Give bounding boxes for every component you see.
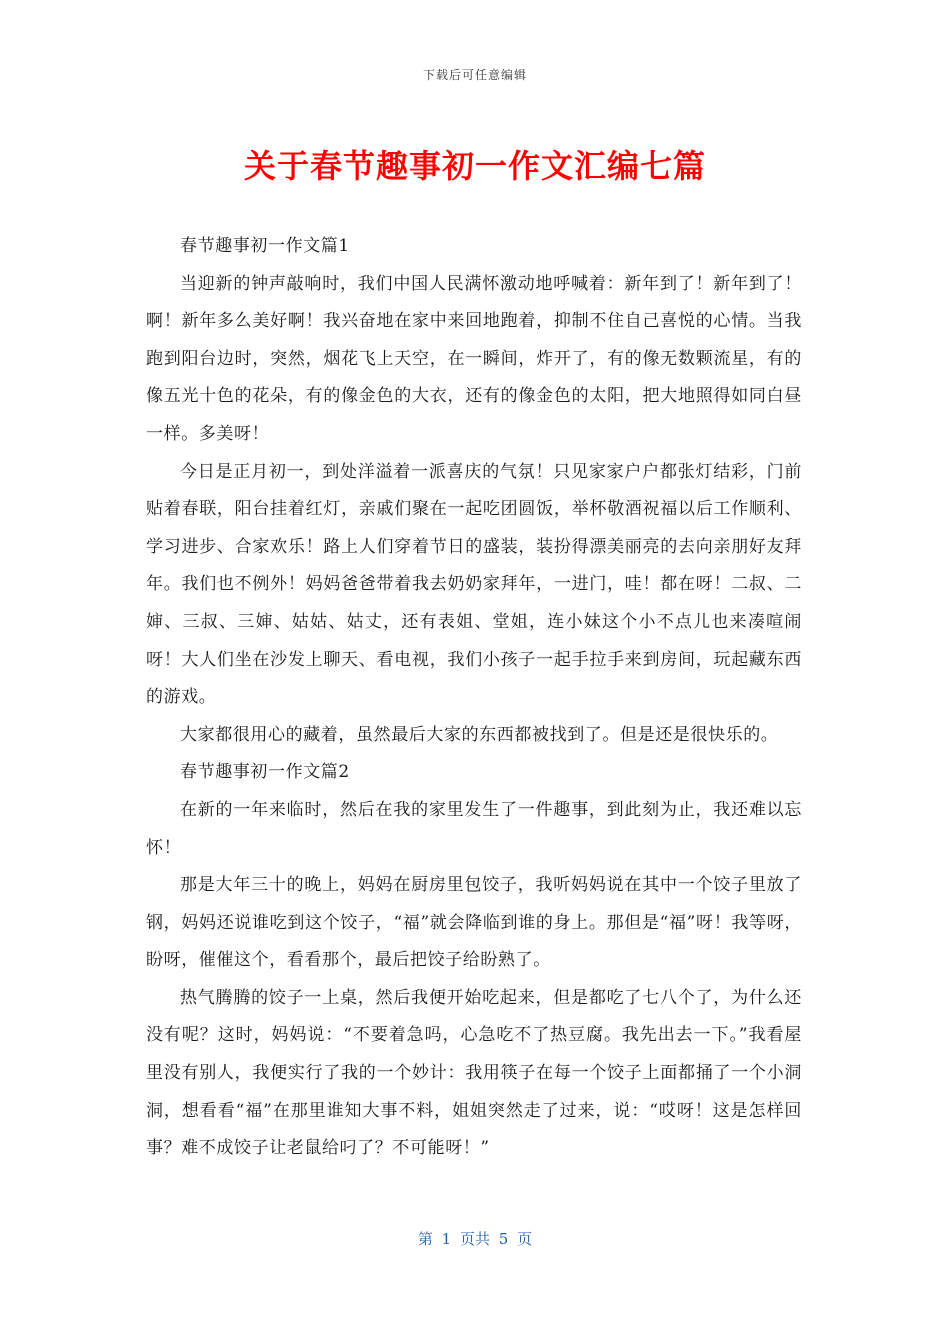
footer-middle: 页共 xyxy=(459,1230,490,1248)
footer-current-page: 1 xyxy=(441,1230,452,1248)
header-note: 下载后可任意编辑 xyxy=(422,68,527,82)
footer-total-pages: 5 xyxy=(498,1230,509,1248)
paragraph: 今日是正月初一，到处洋溢着一派喜庆的气氛！只见家家户户都张灯结彩，门前贴着春联，阳台挂着红灯，亲戚们聚在一起吃团圆饭，举杯敬酒祝福以后工作顺利、学习进步、合家欢乐！路上人们穿着节日的盛装，装扮得漂美丽亮的去向亲朋好友拜年。我们也不例外！妈妈爸爸带着我去奶奶家拜年，一进门，哇！都在呀！二叔、二婶、三叔、三婶、姑姑、姑丈，还有表姐、堂姐，连小妹这个小不点儿也来凑喧闹呀！大人们坐在沙发上聊天、看电视，我们小孩子一起手拉手来到房间，玩起藏东西的游戏。 xyxy=(146,461,802,708)
paragraph: 那是大年三十的晚上，妈妈在厨房里包饺子，我听妈妈说在其中一个饺子里放了钢，妈妈还说谁吃到这个饺子，“福”就会降临到谁的身上。那但是“福”呀！我等呀，盼呀，催催这个，看看那个，最后把饺子给盼熟了。 xyxy=(146,875,802,971)
section-heading-1: 春节趣事初一作文篇1 xyxy=(180,236,350,256)
section-heading-2: 春节趣事初一作文篇2 xyxy=(180,762,350,783)
paragraph: 在新的一年来临时，然后在我的家里发生了一件趣事，到此刻为止，我还难以忘怀！ xyxy=(146,799,802,858)
paragraph: 大家都很用心的藏着，虽然最后大家的东西都被找到了。但是还是很快乐的。 xyxy=(180,724,779,745)
paragraph: 热气腾腾的饺子一上桌，然后我便开始吃起来，但是都吃了七八个了，为什么还没有呢？这时，妈妈说：“不要着急吗，心急吃不了热豆腐。我先出去一下。”我看屋里没有别人，我便实行了我的一个妙计：我用筷子在每一个饺子上面都捅了一个小洞洞，想看看“福”在那里谁知大事不料，姐姐突然走了过来，说：“哎呀！这是怎样回事？难不成饺子让老鼠给叼了？不可能呀！” xyxy=(146,987,802,1159)
document-title: 关于春节趣事初一作文汇编七篇 xyxy=(243,147,706,185)
page-footer xyxy=(0,1228,950,1249)
paragraph: 当迎新的钟声敲响时，我们中国人民满怀激动地呼喊着：新年到了！新年到了！啊！新年多么美好啊！我兴奋地在家中来回地跑着，抑制不住自己喜悦的心情。当我跑到阳台边时，突然，烟花飞上天空，在一瞬间，炸开了，有的像无数颗流星，有的像五光十色的花朵，有的像金色的大衣，还有的像金色的太阳，把大地照得如同白昼一样。多美呀！ xyxy=(146,273,802,444)
document-body xyxy=(146,228,802,1168)
footer-prefix: 第 xyxy=(417,1230,433,1248)
footer-suffix: 页 xyxy=(517,1230,533,1248)
